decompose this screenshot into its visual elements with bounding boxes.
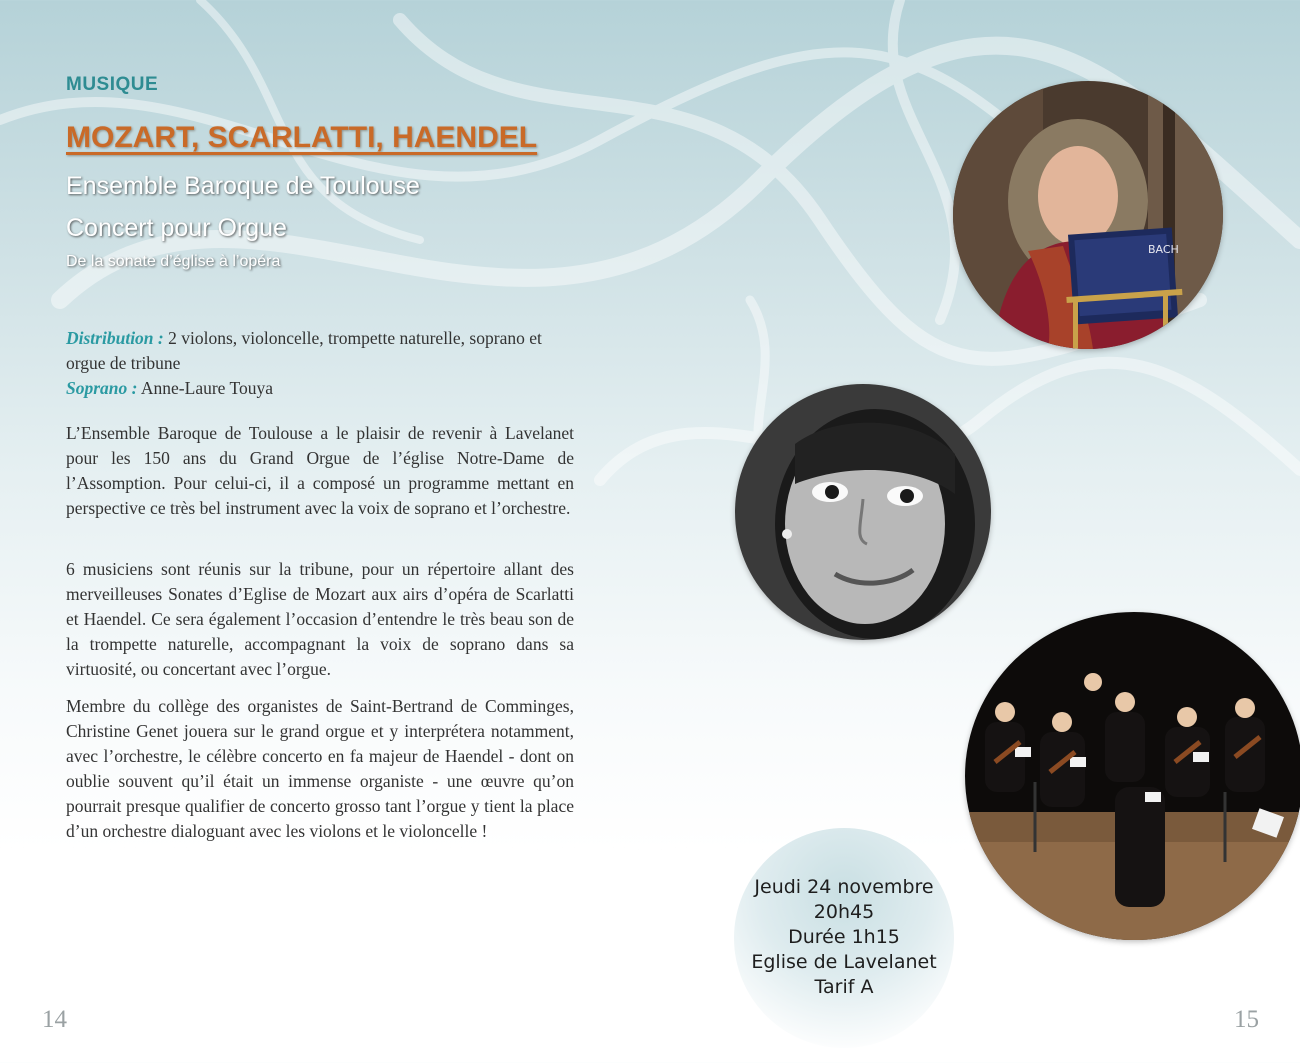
concert-subtitle: Concert pour Orgue <box>66 214 287 242</box>
concert-tagline: De la sonate d’église à l’opéra <box>66 253 281 270</box>
page-number-right: 15 <box>1234 1006 1259 1033</box>
event-duration: Durée 1h15 <box>788 926 900 948</box>
orchestra-photo <box>965 612 1300 940</box>
concert-title: MOZART, SCARLATTI, HAENDEL <box>66 121 538 154</box>
distribution-label: Distribution : <box>66 328 164 348</box>
distribution-block <box>66 326 574 401</box>
event-price: Tarif A <box>814 976 874 998</box>
category-label: MUSIQUE <box>66 74 159 95</box>
ensemble-name: Ensemble Baroque de Toulouse <box>66 172 420 200</box>
soprano-portrait-photo <box>735 384 991 640</box>
soprano-value: Anne-Laure Touya <box>137 378 273 398</box>
paragraph-3: Membre du collège des organistes de Saint-Bertrand de Comminges, Christine Genet jouera sur le grand orgue et y interprétera notamment, avec l’orchestre, le célèbre concerto en fa majeur de Haendel - dont on oublie souvent qu’il était un immense organiste - une œuvre qu’on pourrait presque qualifier de concerto grosso tant l’orgue y tient la place d’un orchestre dialoguant avec les violons et le violoncelle ! <box>66 696 574 841</box>
event-venue: Eglise de Lavelanet <box>751 951 937 973</box>
organist-photo <box>953 81 1223 349</box>
paragraph-1: L’Ensemble Baroque de Toulouse a le plaisir de revenir à Lavelanet pour les 150 ans du Grand Orgue de l’église Notre-Dame de l’Assomption. Pour celui-ci, il a composé un programme mettant en perspective ce très bel instrument avec la voix de soprano et l’orchestre. <box>66 423 574 518</box>
event-time: 20h45 <box>813 901 875 923</box>
event-info-circle <box>734 828 954 1048</box>
soprano-label: Soprano : <box>66 378 138 398</box>
distribution-value: 2 violons, violoncelle, trompette naturelle, soprano et orgue de tribune <box>66 328 542 373</box>
paragraph-2: 6 musiciens sont réunis sur la tribune, pour un répertoire allant des merveilleuses Sonates d’Eglise de Mozart aux airs d’opéra de Scarlatti et Haendel. Ce sera également l’occasion d’entendre le très beau son de la trompette naturelle, accompagnant la voix de soprano dans sa virtuosité, ou concertant avec l’orgue. <box>66 559 574 679</box>
page-number-left: 14 <box>42 1006 67 1033</box>
event-date: Jeudi 24 novembre <box>754 876 934 898</box>
bach-book-label: BACH <box>1148 243 1179 256</box>
